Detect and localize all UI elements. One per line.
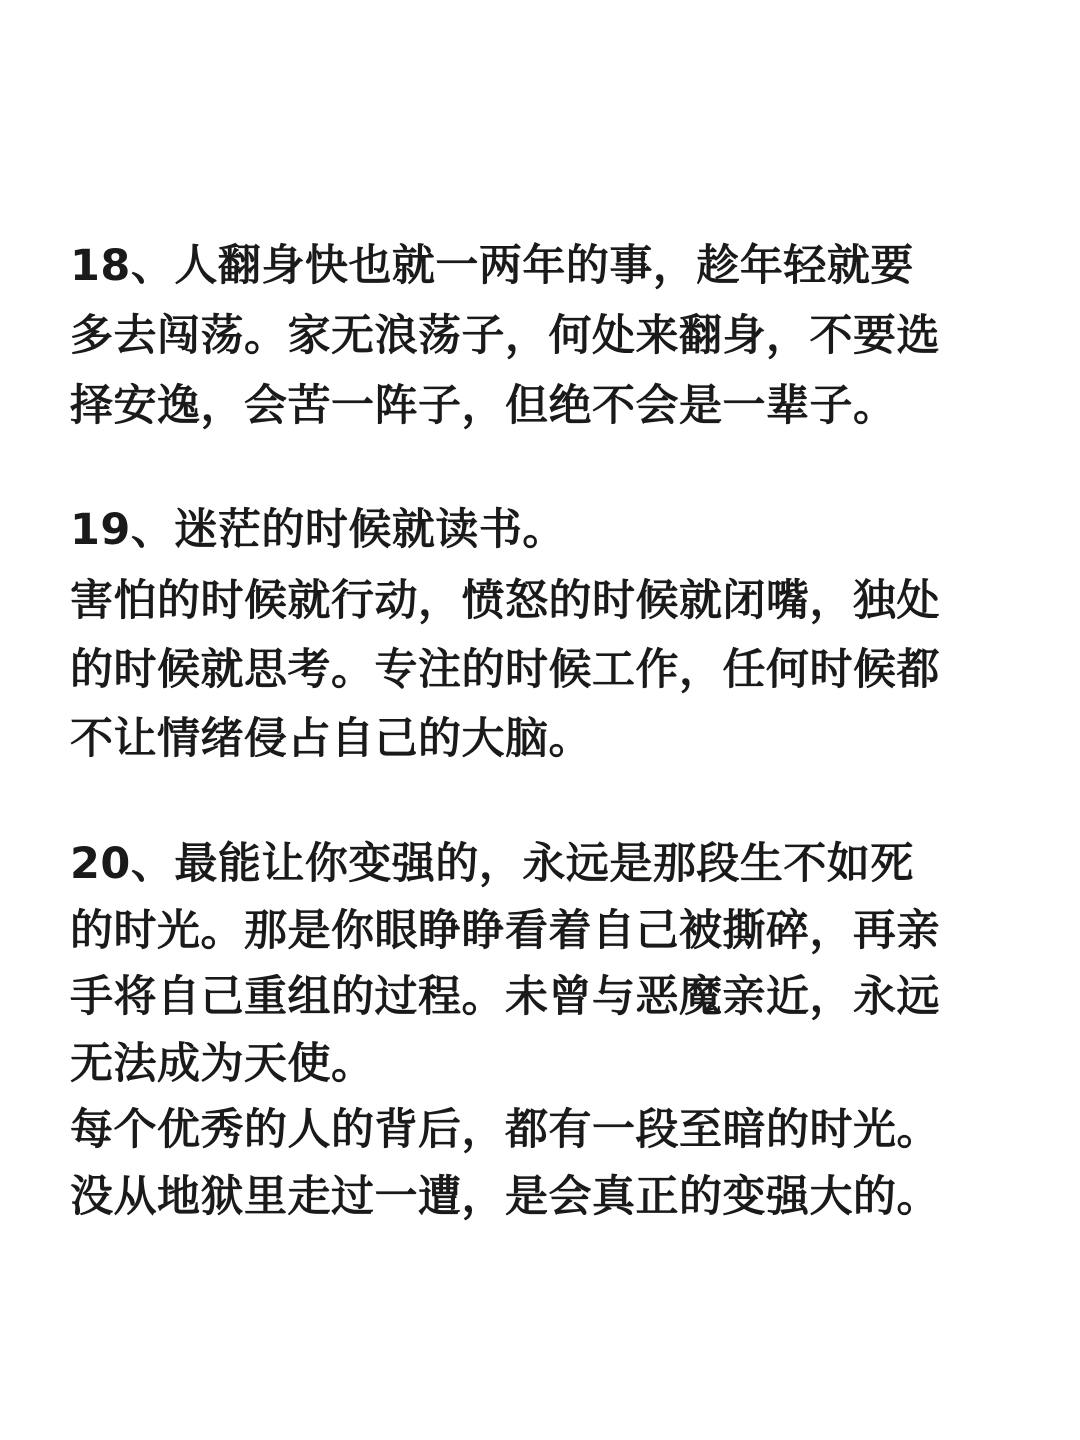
section-18-line-1: 18、人翻身快也就一两年的事，趁年轻就要: [70, 241, 914, 291]
section-20-line-3: 手将自己重组的过程。未曾与恶魔亲近，永远: [70, 972, 940, 1022]
section-20-line-4: 无法成为天使。: [70, 1039, 375, 1089]
section-19-line-1: 19、迷茫的时候就读书。: [70, 505, 566, 555]
section-18-line-3: 择安逸，会苦一阵子，但绝不会是一辈子。: [70, 381, 897, 431]
section-18-line-2: 多去闯荡。家无浪荡子，何处来翻身，不要选: [70, 311, 940, 361]
section-19-line-2: 害怕的时候就行动，愤怒的时候就闭嘴，独处: [70, 576, 940, 626]
section-19-line-4: 不让情绪侵占自己的大脑。: [70, 714, 592, 764]
section-20-line-5: 每个优秀的人的背后，都有一段至暗的时光。: [70, 1105, 940, 1155]
section-19-line-3: 的时候就思考。专注的时候工作，任何时候都: [70, 645, 940, 695]
section-20-line-1: 20、最能让你变强的，永远是那段生不如死: [70, 839, 914, 889]
section-20-line-2: 的时光。那是你眼睁睁看着自己被撕碎，再亲: [70, 906, 940, 956]
section-20-line-6: 没从地狱里走过一遭，是会真正的变强大的。: [70, 1172, 940, 1222]
